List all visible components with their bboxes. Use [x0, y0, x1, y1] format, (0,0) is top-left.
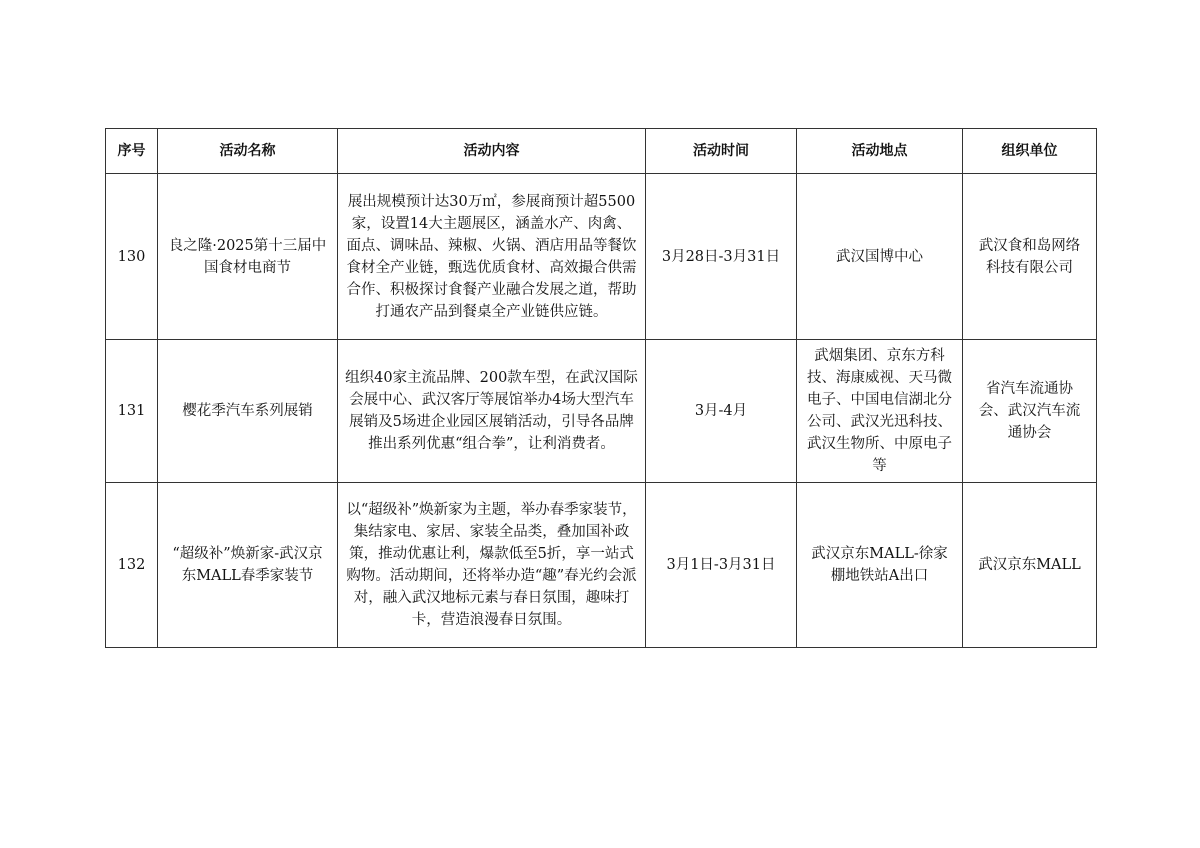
cell-content-text: 以“超级补”焕新家为主题，举办春季家装节，集结家电、家居、家装全品类，叠加国补政策，推动优惠让利，爆款低至5折，享一站式购物。活动期间，还将举办造“趣”春光约会派对，融入武汉地标元素与春日氛围，趣味打卡，营造浪漫春日氛围。 — [346, 502, 637, 628]
table-row — [106, 340, 1097, 483]
header-name: 活动名称 — [158, 129, 338, 174]
cell-time — [646, 340, 797, 483]
header-content: 活动内容 — [338, 129, 646, 174]
cell-location-text: 武汉国博中心 — [836, 248, 923, 265]
cell-time-text: 3月-4月 — [694, 403, 748, 419]
cell-location — [797, 483, 963, 648]
cell-time-text: 3月1日-3月31日 — [666, 557, 776, 573]
cell-name-text: 樱花季汽车系列展销 — [182, 403, 313, 419]
cell-no — [106, 483, 158, 648]
header-time: 活动时间 — [646, 129, 797, 174]
cell-content — [338, 340, 646, 483]
table-row — [106, 483, 1097, 648]
cell-name — [158, 340, 338, 483]
cell-no-text: 131 — [117, 403, 146, 419]
cell-content-text: 组织40家主流品牌、200款车型，在武汉国际会展中心、武汉客厅等展馆举办4场大型汽车展销及5场进企业园区展销活动，引导各品牌推出系列优惠“组合拳”，让利消费者。 — [345, 370, 638, 452]
cell-time — [646, 174, 797, 340]
cell-organizer — [963, 174, 1097, 340]
cell-time-text: 3月28日-3月31日 — [661, 248, 781, 265]
cell-location — [797, 340, 963, 483]
header-no: 序号 — [106, 129, 158, 174]
cell-content-text: 展出规模预计达30万㎡，参展商预计超5500家，设置14大主题展区，涵盖水产、肉禽、面点、调味品、辣椒、火锅、酒店用品等餐饮食材全产业链，甄选优质食材、高效撮合供需合作、积极探讨食餐产业融合发展之道，帮助打通农产品到餐桌全产业链供应链。 — [346, 193, 637, 320]
cell-location-text: 武烟集团、京东方科技、海康威视、天马微电子、中国电信湖北分公司、武汉光迅科技、武汉生物所、中原电子等 — [807, 348, 952, 474]
cell-content — [338, 483, 646, 648]
cell-no — [106, 340, 158, 483]
cell-organizer — [963, 340, 1097, 483]
header-location: 活动地点 — [797, 129, 963, 174]
events-table — [105, 128, 1097, 648]
cell-name-text: 良之隆·2025第十三届中国食材电商节 — [168, 237, 327, 276]
cell-time — [646, 483, 797, 648]
cell-name-text: “超级补”焕新家-武汉京东MALL春季家装节 — [172, 546, 323, 584]
cell-name — [158, 174, 338, 340]
table-header-row — [106, 129, 1097, 174]
cell-name — [158, 483, 338, 648]
cell-organizer-text: 武汉食和岛网络科技有限公司 — [978, 237, 1081, 276]
cell-location — [797, 174, 963, 340]
cell-organizer-text: 省汽车流通协会、武汉汽车流通协会 — [978, 381, 1081, 441]
cell-organizer — [963, 483, 1097, 648]
cell-no — [106, 174, 158, 340]
cell-content — [338, 174, 646, 340]
header-organizer: 组织单位 — [963, 129, 1097, 174]
table-row — [106, 174, 1097, 340]
cell-organizer-text: 武汉京东MALL — [978, 557, 1081, 573]
cell-no-text: 130 — [117, 248, 146, 265]
cell-location-text: 武汉京东MALL-徐家棚地铁站A出口 — [811, 546, 948, 584]
cell-no-text: 132 — [117, 557, 146, 573]
